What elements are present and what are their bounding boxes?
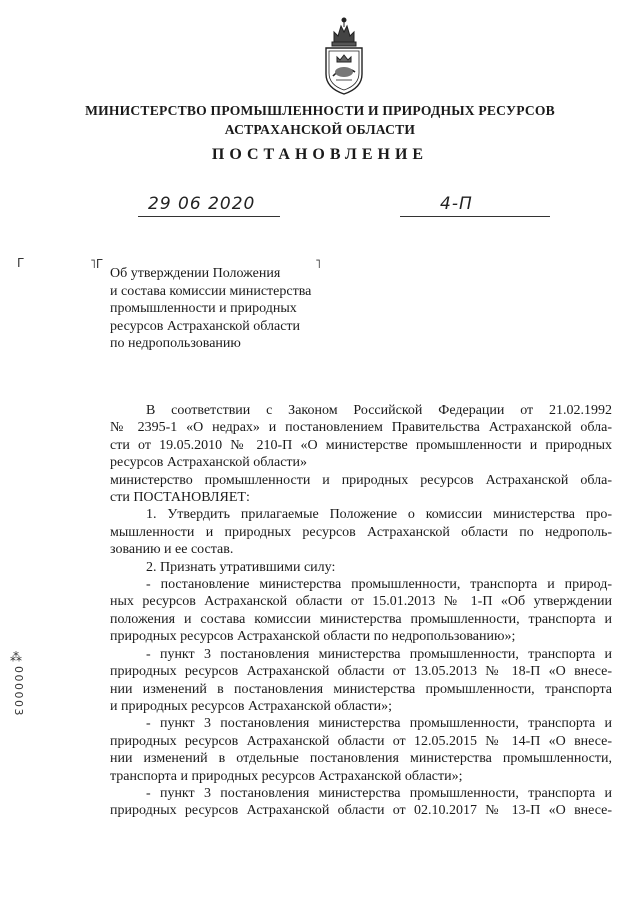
body-line: сти ПОСТАНОВЛЯЕТ:: [110, 490, 250, 506]
body-line: - пункт 3 постановления министерства промышленности, транспорта и: [146, 785, 612, 801]
subject-line: по недропользованию: [110, 336, 241, 352]
body-line: нии изменений в постановления министерства промышленности, транспорта: [110, 681, 612, 697]
coat-of-arms-icon: [320, 14, 368, 96]
subject-line: и состава комиссии министерства: [110, 283, 312, 299]
item-2: 2. Признать утратившими силу:: [146, 559, 336, 575]
item-1: 1. Утвердить прилагаемые Положение о комиссии министерства про-: [146, 507, 612, 523]
document-title: ПОСТАНОВЛЕНИЕ: [211, 146, 429, 163]
body-line: мышленности и природных ресурсов Астраханской области по недрополь-: [110, 524, 612, 540]
body-line: природных ресурсов Астраханской области по недропользованию»;: [110, 629, 516, 645]
subject-line: ресурсов Астраханской области: [110, 318, 301, 334]
body-line: природных ресурсов Астраханской области от 12.05.2015 № 14-П «О внесе-: [110, 733, 612, 749]
ministry-name-line2: АСТРАХАНСКОЙ ОБЛАСТИ: [224, 122, 416, 137]
ministry-name-line1: МИНИСТЕРСТВО ПРОМЫШЛЕННОСТИ И ПРИРОДНЫХ РЕСУРСОВ: [85, 103, 555, 118]
body-line: транспорта и природных ресурсов Астраханской области»;: [110, 768, 463, 784]
registration-stamp: [2, 650, 28, 750]
corner-mark-left: Г: [17, 256, 25, 270]
body-line: ресурсов Астраханской области»: [110, 455, 308, 471]
date-underline: [138, 216, 280, 217]
body-line: положения и состава комиссии министерства промышленности, транспорта и: [110, 611, 612, 627]
body-line: - постановление министерства промышленности, транспорта и природ-: [146, 577, 612, 593]
corner-mark-right: ˥: [315, 257, 321, 271]
body-line: нии изменений в отдельные постановления министерства промышленности,: [110, 751, 612, 767]
decree-date: 29 06 2020: [148, 194, 256, 214]
stamp-symbol: ⁂: [10, 650, 22, 664]
body-line: природных ресурсов Астраханской области от 13.05.2013 № 18-П «О внесе-: [110, 664, 612, 680]
decree-body: [110, 402, 612, 820]
body-line: - пункт 3 постановления министерства промышленности, транспорта и: [146, 646, 612, 662]
number-underline: [400, 216, 550, 217]
body-line: В соответствии с Законом Российской Федерации от 21.02.1992: [146, 403, 612, 418]
body-line: ных ресурсов Астраханской области от 15.01.2013 № 1-П «Об утверждении: [110, 594, 612, 610]
body-line: № 2395-1 «О недрах» и постановлением Правительства Астраханской обла-: [110, 420, 612, 436]
body-line: и природных ресурсов Астраханской области»;: [110, 698, 392, 714]
decree-number: 4-П: [440, 194, 473, 214]
corner-mark-middle: ˥Г: [90, 257, 104, 271]
body-line: министерство промышленности и природных ресурсов Астраханской обла-: [110, 472, 612, 488]
subject-line: промышленности и природных: [110, 301, 297, 317]
stamp-number: 000003: [12, 666, 25, 717]
body-line: сти от 19.05.2010 № 210-П «О министерстве промышленности и природных: [110, 437, 612, 453]
body-line: - пункт 3 постановления министерства промышленности, транспорта и: [146, 716, 612, 732]
body-line: природных ресурсов Астраханской области от 02.10.2017 № 13-П «О внесе-: [110, 803, 612, 819]
body-line: зованию и ее состав.: [110, 542, 234, 558]
subject-line: Об утверждении Положения: [110, 266, 281, 281]
decree-subject: [110, 265, 350, 353]
